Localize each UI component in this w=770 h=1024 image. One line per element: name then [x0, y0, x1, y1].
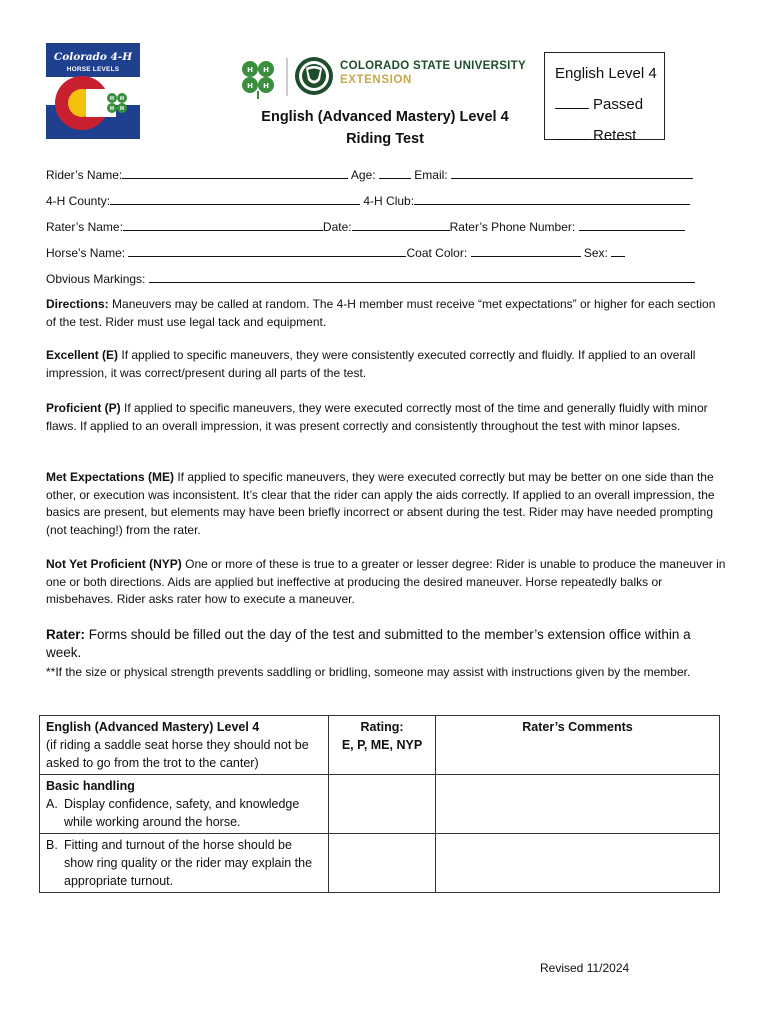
- date-field[interactable]: [352, 219, 450, 231]
- rating-label: Excellent (E): [46, 348, 119, 362]
- retest-blank[interactable]: [555, 127, 589, 140]
- riders-name-field[interactable]: [122, 167, 348, 179]
- field-row-3: [46, 219, 685, 234]
- rating-text: If applied to specific maneuvers, they were consistently executed correctly and fluidly. If applied to an overall impression, it was correct/present during all parts of the test.: [46, 348, 696, 380]
- rating-proficient: [46, 400, 728, 435]
- field-row-5: [46, 271, 695, 286]
- rating-label: Met Expectations (ME): [46, 470, 175, 484]
- header-rating-line2: E, P, ME, NYP: [341, 738, 423, 752]
- rating-label: Proficient (P): [46, 401, 121, 415]
- comments-cell[interactable]: [436, 834, 720, 893]
- header-comments: Rater’s Comments: [436, 716, 720, 775]
- rater-note: [46, 626, 728, 662]
- club-field[interactable]: [414, 193, 690, 205]
- rating-met-expectations: [46, 469, 728, 539]
- rater-text: Forms should be filled out the day of the test and submitted to the member’s extension office within a week.: [46, 627, 691, 660]
- title-line2: Riding Test: [346, 131, 424, 147]
- passed-blank[interactable]: [555, 96, 589, 109]
- raters-phone-label: Rater’s Phone Number:: [449, 220, 576, 234]
- logo-line1: Colorado 4-H: [53, 51, 133, 63]
- sex-label: Sex:: [583, 246, 608, 260]
- rating-cell[interactable]: [329, 775, 436, 834]
- rating-label: Not Yet Proficient (NYP): [46, 557, 182, 571]
- email-field[interactable]: [451, 167, 693, 179]
- directions-label: Directions:: [46, 297, 109, 311]
- svg-text:H: H: [247, 66, 253, 74]
- header-note: (if riding a saddle seat horse they should not be asked to go from the trot to the canter): [46, 738, 309, 770]
- maneuver-cell: [40, 834, 329, 893]
- table-header-row: [40, 716, 720, 775]
- header-level: English (Advanced Mastery) Level 4: [46, 720, 260, 734]
- riding-test-table: [39, 715, 720, 893]
- horses-name-field[interactable]: [128, 245, 406, 257]
- section-heading: Basic handling: [46, 779, 135, 793]
- svg-text:H: H: [247, 82, 253, 90]
- comments-cell[interactable]: [436, 775, 720, 834]
- rater-label: Rater:: [46, 627, 86, 642]
- field-row-1: [46, 167, 693, 182]
- club-label: 4-H Club:: [363, 194, 415, 208]
- page-title: [230, 106, 540, 150]
- sex-field[interactable]: [611, 245, 625, 257]
- status-box: [544, 52, 665, 144]
- age-field[interactable]: [379, 167, 411, 179]
- header-maneuver: [40, 716, 329, 775]
- csu-name: COLORADO STATE UNIVERSITY: [340, 60, 526, 72]
- rating-not-yet-proficient: [46, 556, 728, 609]
- markings-label: Obvious Markings:: [46, 272, 146, 286]
- coat-color-label: Coat Color:: [406, 246, 468, 260]
- csu-extension-logo: [238, 54, 538, 100]
- rating-excellent: [46, 347, 728, 382]
- table-row: [40, 834, 720, 893]
- svg-text:H: H: [109, 96, 115, 102]
- rating-text: If applied to specific maneuvers, they were executed correctly but may be better on one side than the other, or execution was inconsistent. It’s clear that the rider can apply the aids correctly. If applied to an overall impression, the basics are present, but elements may have been briefly incorrect or absent during the test. Rider may have needed prompting (not teaching!) from the rater.: [46, 470, 715, 537]
- rating-text: If applied to specific maneuvers, they were executed correctly most of the time and generally fluidly with minor flaws. If applied to an overall impression, it was present correctly and consistently throughout the test with minor lapses.: [46, 401, 708, 433]
- logo-line2: HORSE LEVELS: [66, 66, 120, 73]
- header-rating: [329, 716, 436, 775]
- csu-extension: EXTENSION: [340, 74, 412, 86]
- title-line1: English (Advanced Mastery) Level 4: [261, 109, 509, 125]
- rater-footnote: **If the size or physical strength prevents saddling or bridling, someone may assist with instructions given by the member.: [46, 665, 691, 679]
- markings-field[interactable]: [149, 271, 695, 283]
- horses-name-label: Horse’s Name:: [46, 246, 126, 260]
- county-field[interactable]: [110, 193, 360, 205]
- item-text: Fitting and turnout of the horse should be show ring quality or the rider may explain the appropriate turnout.: [64, 838, 313, 888]
- directions-text: Maneuvers may be called at random. The 4-H member must receive “met expectations” or higher for each section of the test. Rider must use legal tack and equipment.: [46, 297, 716, 329]
- email-label: Email:: [414, 168, 448, 182]
- svg-text:H: H: [263, 66, 269, 74]
- item-letter: B.: [46, 838, 58, 852]
- passed-row: [555, 89, 664, 120]
- retest-label: Retest: [593, 127, 637, 144]
- retest-row: [555, 120, 664, 151]
- maneuver-cell: [40, 775, 329, 834]
- field-row-4: [46, 245, 625, 260]
- directions-paragraph: [46, 296, 728, 331]
- rating-cell[interactable]: [329, 834, 436, 893]
- raters-name-label: Rater’s Name:: [46, 220, 123, 234]
- item-letter: A.: [46, 797, 58, 811]
- colorado-4h-horse-levels-logo: [46, 43, 140, 139]
- passed-label: Passed: [593, 96, 644, 113]
- rating-text: One or more of these is true to a greater or lesser degree: Rider is unable to produce the maneuver in one or both directions. Aids are applied but ineffective at producing the desired maneuver. Horse repeatedly balks or misbehaves. Rider asks rater how to execute a maneuver.: [46, 557, 726, 607]
- list-item: [46, 836, 322, 890]
- item-text: Display confidence, safety, and knowledge while working around the horse.: [64, 797, 300, 829]
- date-label: Date:: [322, 220, 352, 234]
- table-row: [40, 775, 720, 834]
- county-label: 4-H County:: [46, 194, 111, 208]
- svg-text:H: H: [119, 96, 125, 102]
- list-item: [46, 795, 322, 831]
- revised-date: Revised 11/2024: [540, 961, 630, 975]
- header-rating-line1: Rating:: [360, 720, 404, 734]
- status-heading: English Level 4: [555, 65, 657, 82]
- riders-name-label: Rider’s Name:: [46, 168, 123, 182]
- age-label: Age:: [350, 168, 376, 182]
- raters-phone-field[interactable]: [579, 219, 685, 231]
- svg-text:H: H: [119, 106, 125, 112]
- coat-color-field[interactable]: [471, 245, 581, 257]
- raters-name-field[interactable]: [123, 219, 323, 231]
- svg-text:H: H: [263, 82, 269, 90]
- field-row-2: [46, 193, 690, 208]
- svg-text:H: H: [109, 106, 115, 112]
